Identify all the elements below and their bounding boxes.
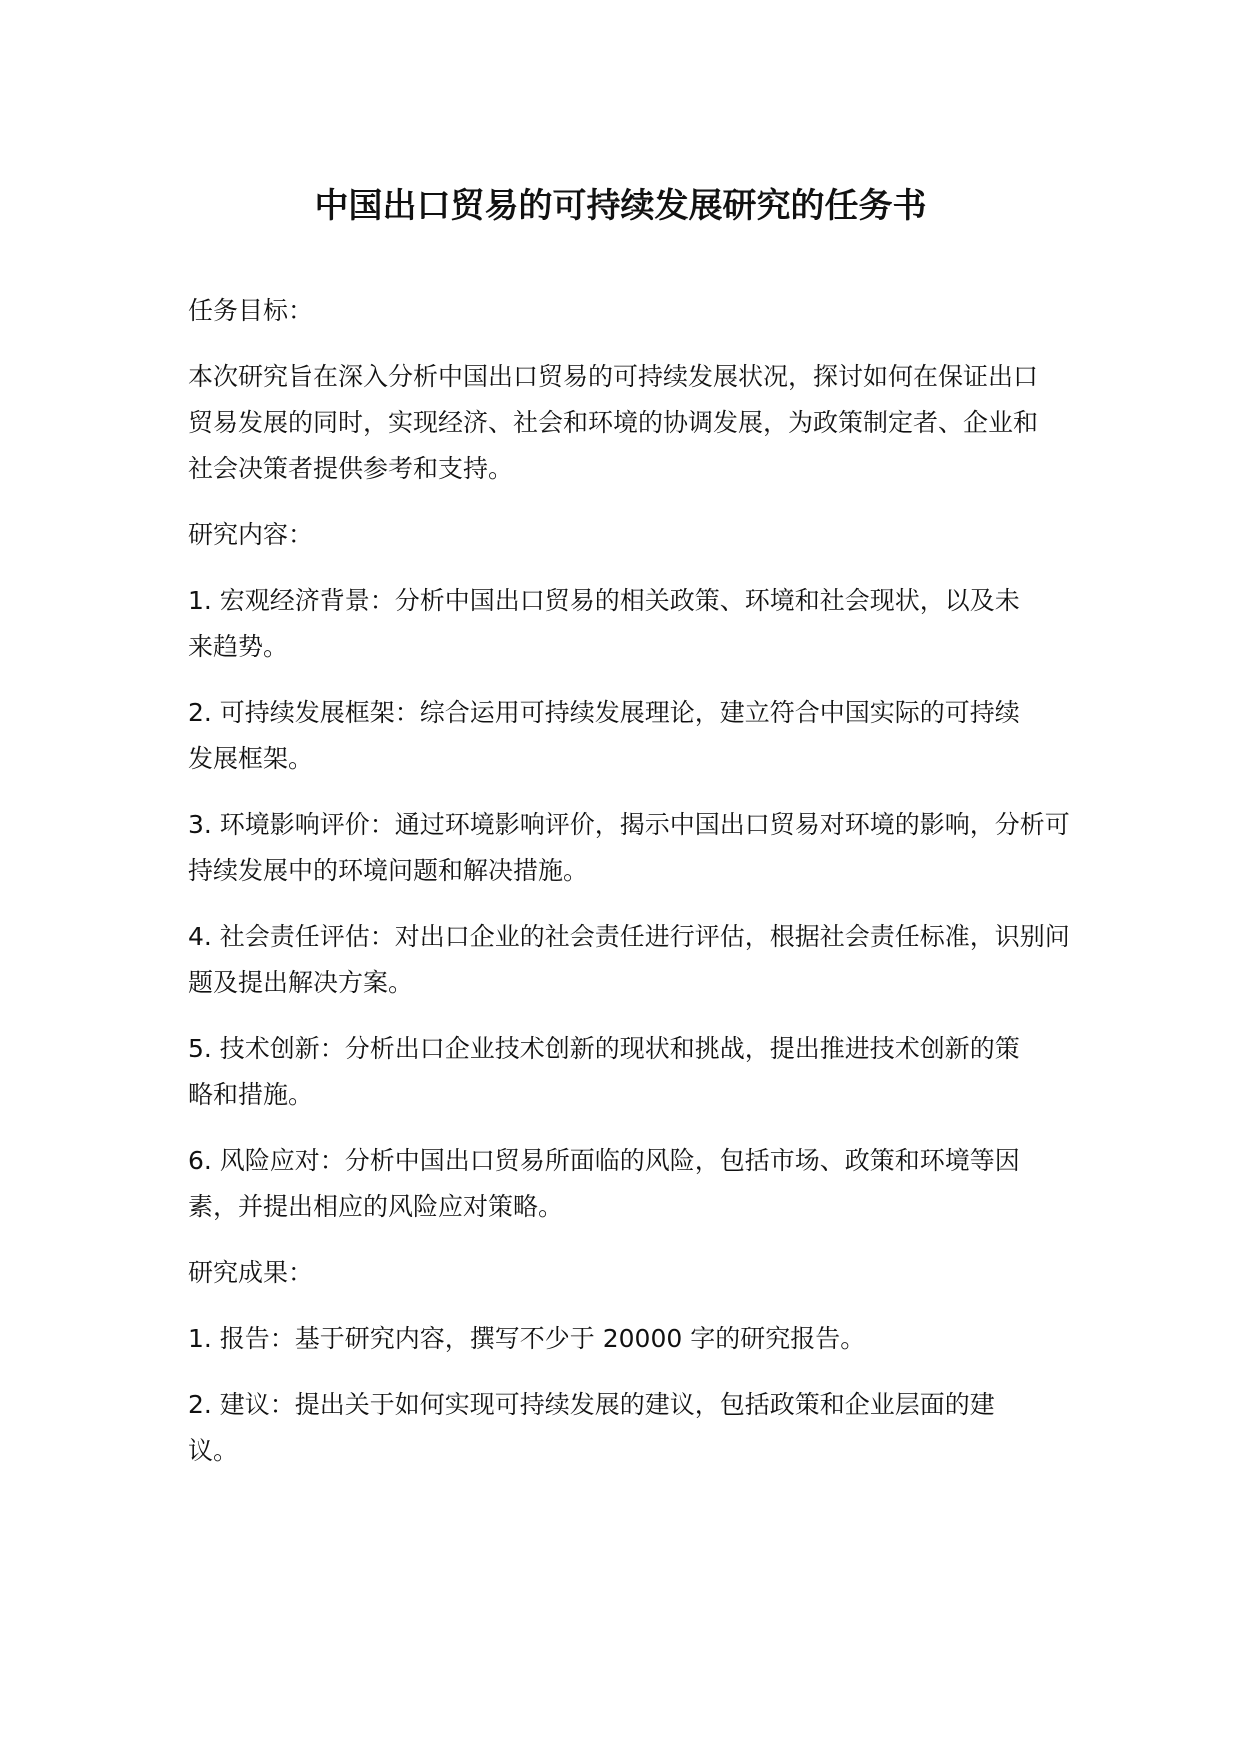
content-item-3: 3. 环境影响评价：通过环境影响评价，揭示中国出口贸易对环境的影响，分析可持续发展中的环境问题和解决措施。 — [188, 810, 1070, 885]
results-item-2: 2. 建议：提出关于如何实现可持续发展的建议，包括政策和企业层面的建议。 — [188, 1390, 995, 1465]
content-item-1: 1. 宏观经济背景：分析中国出口贸易的相关政策、环境和社会现状，以及未来趋势。 — [188, 586, 1020, 661]
content-heading: 研究内容： — [188, 520, 314, 549]
results-heading: 研究成果： — [188, 1258, 314, 1287]
document-body — [188, 288, 1088, 1494]
goal-heading: 任务目标： — [188, 296, 314, 325]
content-item-2: 2. 可持续发展框架：综合运用可持续发展理论，建立符合中国实际的可持续发展框架。 — [188, 698, 1020, 773]
results-item-1: 1. 报告：基于研究内容，撰写不少于 20000 字的研究报告。 — [188, 1324, 866, 1353]
content-item-4: 4. 社会责任评估：对出口企业的社会责任进行评估，根据社会责任标准，识别问题及提出解决方案。 — [188, 922, 1070, 997]
content-item-5: 5. 技术创新：分析出口企业技术创新的现状和挑战，提出推进技术创新的策略和措施。 — [188, 1034, 1020, 1109]
document-title: 中国出口贸易的可持续发展研究的任务书 — [314, 186, 927, 226]
goal-text: 本次研究旨在深入分析中国出口贸易的可持续发展状况，探讨如何在保证出口贸易发展的同时，实现经济、社会和环境的协调发展，为政策制定者、企业和社会决策者提供参考和支持。 — [188, 362, 1039, 483]
content-item-6: 6. 风险应对：分析中国出口贸易所面临的风险，包括市场、政策和环境等因素，并提出相应的风险应对策略。 — [188, 1146, 1020, 1221]
